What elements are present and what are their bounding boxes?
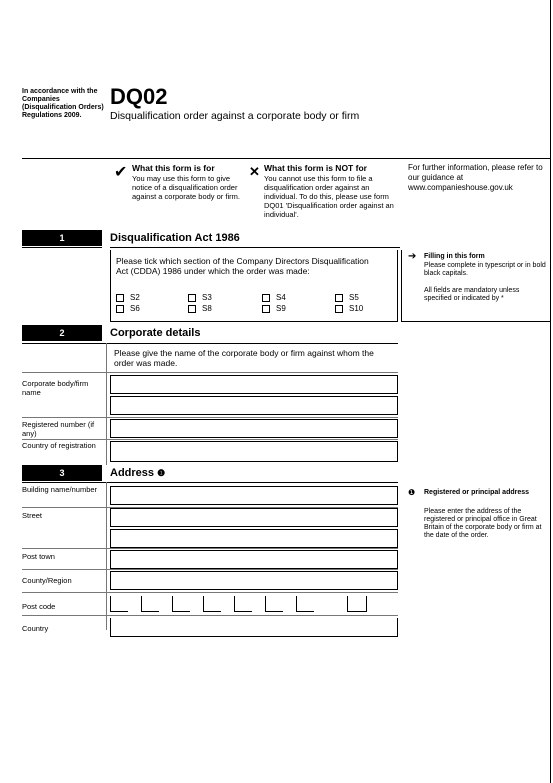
checkbox-s8-label: S8 (202, 304, 212, 313)
checkbox-s4-label: S4 (276, 293, 286, 302)
section-1-number: 1 (22, 230, 102, 246)
post-code-char-box[interactable] (234, 596, 252, 612)
section-1-left-rule (22, 247, 102, 248)
checkbox-square-icon[interactable] (116, 294, 124, 302)
is-for-text: You may use this form to give notice of a disqualification order against a corporate body or firm. (132, 174, 240, 201)
building-input[interactable] (110, 486, 398, 505)
section-2-instruction: Please give the name of the corporate body or firm against whom the order was made. (114, 348, 374, 368)
post-code-char-box[interactable] (110, 596, 128, 612)
checkbox-s2-label: S2 (130, 293, 140, 302)
post-code-char-box[interactable] (347, 596, 367, 612)
post-code-input[interactable] (110, 596, 398, 612)
checkbox-s9-label: S9 (276, 304, 286, 313)
not-for-title: What this form is NOT for (264, 163, 367, 173)
registered-number-input[interactable] (110, 419, 398, 438)
checkbox-s3[interactable] (188, 293, 212, 302)
corporate-name-input-2[interactable] (110, 396, 398, 415)
corporate-name-label: Corporate body/firm name (22, 379, 89, 397)
address-sidebar-text: Please enter the address of the registered or principal office in Great Britain of the corporate body or firm at the date of the order. (424, 508, 542, 539)
section-3-underline (22, 482, 398, 483)
not-for-text: You cannot use this form to file a disqualification order against an individual. To do this, please use form DQ01 'Disqualification order against an individual'. (264, 174, 394, 219)
registered-number-rule (22, 439, 398, 440)
post-code-char-box[interactable] (203, 596, 221, 612)
info-icon: ❶ (157, 468, 166, 478)
cross-icon: ✕ (249, 164, 260, 179)
checkbox-s2[interactable] (116, 293, 140, 302)
legal-regulation-text: In accordance with the Companies (Disqualification Orders) Regulations 2009. (22, 88, 104, 119)
checkbox-s10-label: S10 (349, 304, 364, 313)
section-2-instruction-rule (22, 372, 398, 373)
section-2-title: Corporate details (110, 327, 201, 339)
header-divider (22, 158, 550, 159)
sidebar-divider (401, 250, 402, 322)
post-code-char-box[interactable] (265, 596, 283, 612)
post-code-label: Post code (22, 602, 56, 611)
mandatory-fields-text: All fields are mandatory unless specified or indicated by * (424, 287, 520, 302)
section-3-title (110, 467, 165, 479)
street-input-1[interactable] (110, 508, 398, 527)
checkbox-square-icon[interactable] (262, 294, 270, 302)
checkbox-s8[interactable] (188, 304, 212, 313)
further-info-text: For further information, please refer to our guidance at www.companieshouse.gov.uk (408, 163, 543, 192)
arrow-right-icon: ➔ (408, 251, 417, 262)
section-3-title-text: Address (110, 467, 155, 479)
post-code-rule (22, 615, 398, 616)
county-rule (22, 592, 398, 593)
registered-number-label: Registered number (if any) (22, 420, 95, 438)
post-code-char-box[interactable] (141, 596, 159, 612)
address-sidebar-title: Registered or principal address (424, 489, 530, 496)
is-for-title: What this form is for (132, 163, 215, 173)
post-code-char-box[interactable] (296, 596, 314, 612)
county-input[interactable] (110, 571, 398, 590)
post-town-input[interactable] (110, 550, 398, 569)
checkbox-s9[interactable] (262, 304, 286, 313)
filling-form-title: Filling in this form (424, 253, 485, 260)
street-rule (22, 548, 398, 549)
form-title: Disqualification order against a corporate body or firm (110, 110, 360, 122)
filling-form-text: Please complete in typescript or in bold black capitals. (424, 262, 546, 277)
checkbox-s6[interactable] (116, 304, 140, 313)
section-1-title: Disqualification Act 1986 (110, 232, 240, 244)
checkbox-s5[interactable] (335, 293, 359, 302)
corporate-name-rule (22, 417, 398, 418)
country-input[interactable] (110, 618, 398, 637)
section-3-number: 3 (22, 465, 102, 481)
building-label: Building name/number (22, 485, 98, 494)
checkbox-s5-label: S5 (349, 293, 359, 302)
post-town-label: Post town (22, 552, 55, 561)
section-3-label-column-rule (106, 482, 107, 630)
sidebar-bottom-rule (401, 321, 550, 322)
county-label: County/Region (22, 576, 72, 585)
country-registration-label: Country of registration (22, 441, 96, 450)
checkbox-square-icon[interactable] (335, 305, 343, 313)
street-input-2[interactable] (110, 529, 398, 548)
street-label: Street (22, 511, 43, 520)
form-code: DQ02 (110, 84, 168, 109)
checkbox-square-icon[interactable] (262, 305, 270, 313)
post-town-rule (22, 569, 398, 570)
checkmark-icon: ✔ (114, 164, 128, 181)
page-edge (550, 0, 551, 783)
section-1-instruction: Please tick which section of the Company Directors Disqualification Act (CDDA) 1986 under which the order was made: (116, 256, 369, 276)
checkbox-s10[interactable] (335, 304, 363, 313)
section-2-underline (22, 343, 398, 344)
corporate-name-input-1[interactable] (110, 375, 398, 394)
checkbox-square-icon[interactable] (116, 305, 124, 313)
info-icon: ❶ (408, 488, 416, 497)
checkbox-s6-label: S6 (130, 304, 140, 313)
post-code-char-box[interactable] (172, 596, 190, 612)
section-1-underline (110, 247, 400, 248)
section-2-number: 2 (22, 325, 102, 341)
checkbox-square-icon[interactable] (188, 294, 196, 302)
country-label: Country (22, 624, 49, 633)
section-2-label-column-rule (106, 343, 107, 465)
checkbox-square-icon[interactable] (335, 294, 343, 302)
checkbox-s4[interactable] (262, 293, 286, 302)
checkbox-s3-label: S3 (202, 293, 212, 302)
country-registration-input[interactable] (110, 441, 398, 462)
checkbox-square-icon[interactable] (188, 305, 196, 313)
